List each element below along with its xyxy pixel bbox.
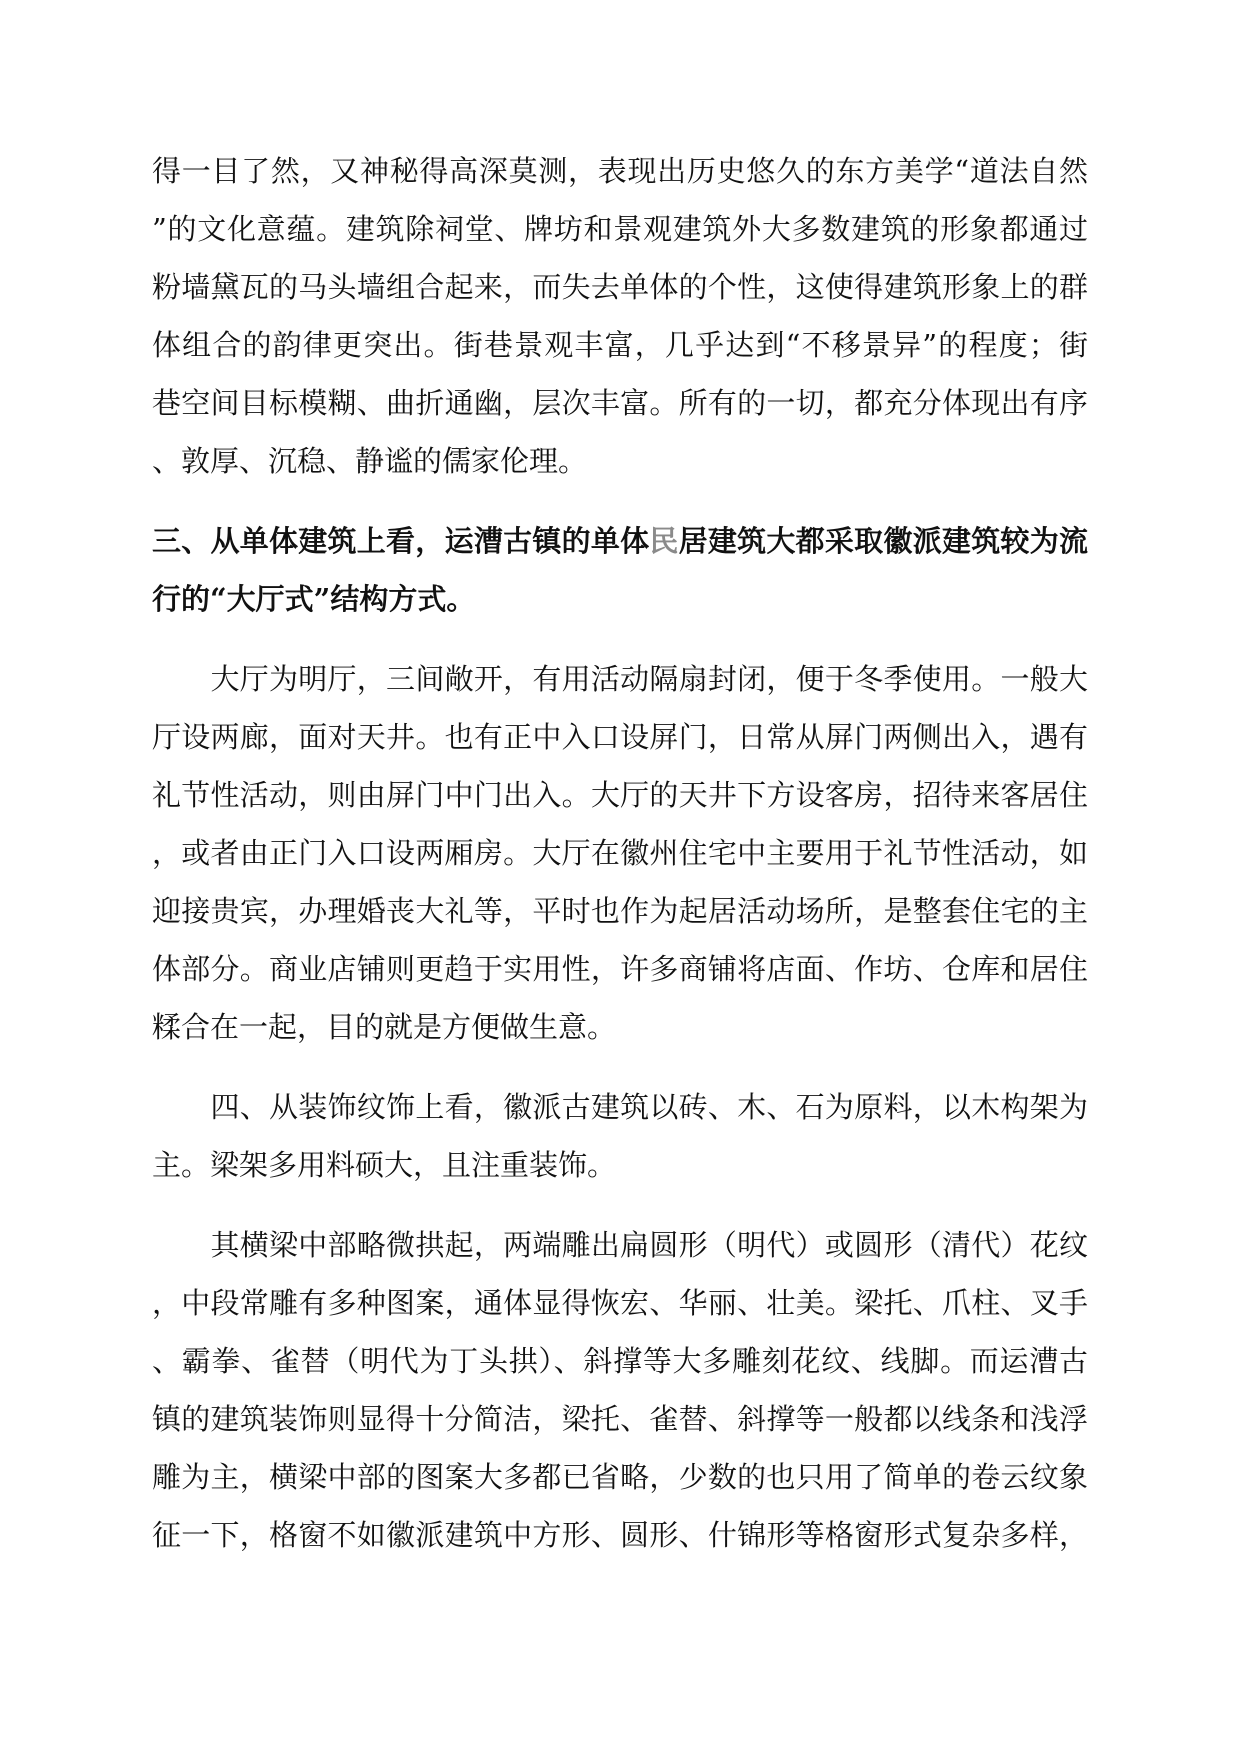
text-line: 粉墙黛瓦的马头墙组合起来，而失去单体的个性，这使得建筑形象上的群 xyxy=(152,270,1088,304)
paragraph-gap xyxy=(152,1056,1088,1078)
text-line: 巷空间目标模糊、曲折通幽，层次丰富。所有的一切，都充分体现出有序 xyxy=(152,386,1088,420)
text-line: 厅设两廊，面对天井。也有正中入口设屏门，日常从屏门两侧出入，遇有 xyxy=(152,720,1088,754)
paragraph-gap xyxy=(152,1194,1088,1216)
heading-highlight-char: 民 xyxy=(649,524,679,558)
paragraph-3 xyxy=(152,1078,1088,1194)
text-line: ，或者由正门入口设两厢房。大厅在徽州住宅中主要用于礼节性活动，如 xyxy=(152,836,1088,870)
text-line: ，中段常雕有多种图案，通体显得恢宏、华丽、壮美。梁托、爪柱、叉手 xyxy=(152,1286,1088,1320)
heading-line xyxy=(152,512,1088,570)
section-heading-3 xyxy=(152,512,1088,628)
heading-line: 行的“大厅式”结构方式。 xyxy=(152,582,476,616)
heading-text: 居建筑大都采取徽派建筑较为流 xyxy=(678,524,1088,558)
paragraph-1 xyxy=(152,142,1088,490)
text-line: 雕为主，横梁中部的图案大多都已省略，少数的也只用了简单的卷云纹象 xyxy=(152,1460,1088,1494)
text-line: ”的文化意蕴。建筑除祠堂、牌坊和景观建筑外大多数建筑的形象都通过 xyxy=(152,212,1088,246)
text-line: 四、从装饰纹饰上看，徽派古建筑以砖、木、石为原料，以木构架为 xyxy=(152,1090,1088,1124)
text-line: 礼节性活动，则由屏门中门出入。大厅的天井下方设客房，招待来客居住 xyxy=(152,778,1088,812)
text-line: 体组合的韵律更突出。街巷景观丰富，几乎达到“不移景异”的程度；街 xyxy=(152,328,1088,362)
text-line: 主。梁架多用料硕大，且注重装饰。 xyxy=(152,1148,617,1182)
paragraph-gap xyxy=(152,628,1088,650)
text-line: 、敦厚、沉稳、静谧的儒家伦理。 xyxy=(152,444,588,478)
text-line: 征一下，格窗不如徽派建筑中方形、圆形、什锦形等格窗形式复杂多样， xyxy=(152,1518,1088,1552)
document-page xyxy=(152,142,1088,1564)
paragraph-4 xyxy=(152,1216,1088,1564)
paragraph-gap xyxy=(152,490,1088,512)
heading-text: 三、从单体建筑上看，运漕古镇的单体 xyxy=(152,524,650,558)
text-line: 、霸拳、雀替（明代为丁头拱）、斜撑等大多雕刻花纹、线脚。而运漕古 xyxy=(152,1344,1088,1378)
text-line: 迎接贵宾，办理婚丧大礼等，平时也作为起居活动场所，是整套住宅的主 xyxy=(152,894,1088,928)
text-line: 其横梁中部略微拱起，两端雕出扁圆形（明代）或圆形（清代）花纹 xyxy=(152,1228,1088,1262)
text-line: 大厅为明厅，三间敞开，有用活动隔扇封闭，便于冬季使用。一般大 xyxy=(152,662,1088,696)
text-line: 体部分。商业店铺则更趋于实用性，许多商铺将店面、作坊、仓库和居住 xyxy=(152,952,1088,986)
text-line: 得一目了然，又神秘得高深莫测，表现出历史悠久的东方美学“道法自然 xyxy=(152,154,1088,188)
paragraph-2 xyxy=(152,650,1088,1056)
text-line: 糅合在一起，目的就是方便做生意。 xyxy=(152,1010,617,1044)
text-line: 镇的建筑装饰则显得十分简洁，梁托、雀替、斜撑等一般都以线条和浅浮 xyxy=(152,1402,1088,1436)
